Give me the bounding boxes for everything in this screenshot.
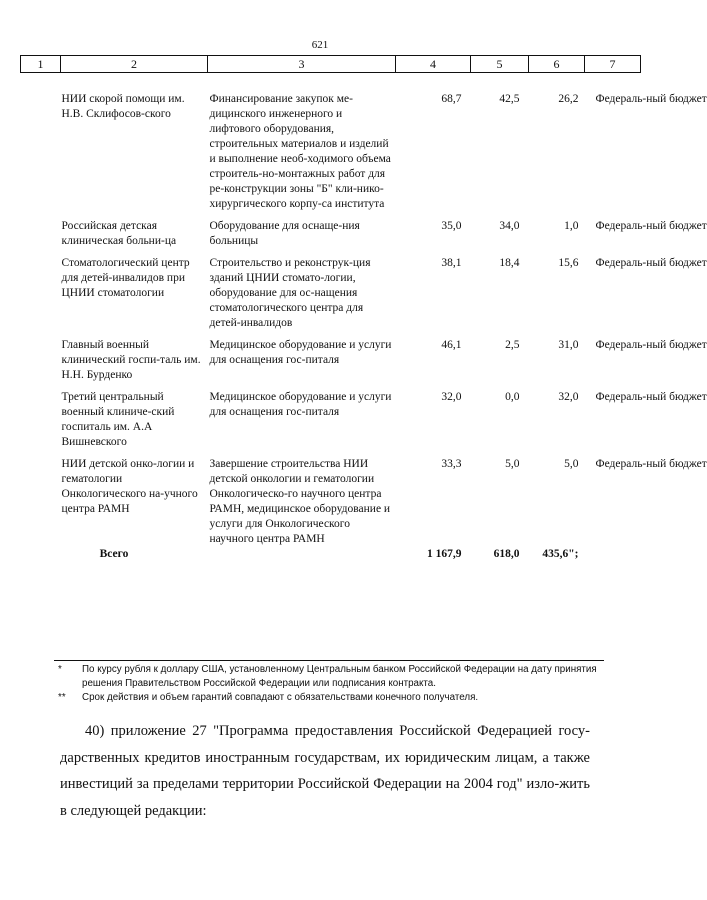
footnote-text: Срок действия и объем гарантий совпадают с обязательствами конечного получателя.: [82, 692, 479, 703]
value-col-5: 0,0: [505, 391, 520, 403]
footnote: [58, 691, 618, 705]
header-col-1: 1: [21, 56, 61, 73]
institution-name: Российская детская клиническая больни-ца: [61, 220, 177, 247]
guarantees-table: [20, 55, 707, 562]
table-row: [21, 390, 641, 457]
header-col-5: 5: [471, 56, 529, 73]
institution-name: Третий центральный военный клиниче-ский госпиталь им. А.А Вишневского: [61, 391, 175, 448]
header-col-4: 4: [396, 56, 471, 73]
total-col-6: 435,6";: [542, 548, 579, 560]
value-col-4: 32,0: [441, 391, 462, 403]
value-col-4: 68,7: [441, 93, 462, 105]
value-col-4: 38,1: [441, 257, 462, 269]
institution-name: НИИ детской онко-логии и гематологии Онкологического на-учного центра РАМН: [61, 458, 198, 515]
value-col-6: 26,2: [558, 93, 579, 105]
value-col-4: 35,0: [441, 220, 462, 232]
value-col-6: 31,0: [558, 339, 579, 351]
funding-source: Федераль-ный бюджет: [595, 458, 707, 470]
header-col-3: 3: [208, 56, 396, 73]
page-number: 621: [311, 39, 329, 51]
value-col-5: 18,4: [499, 257, 520, 269]
table-row: [21, 457, 641, 547]
header-col-7: 7: [585, 56, 641, 73]
body-text: [60, 718, 590, 824]
purpose-description: Финансирование закупок ме-дицинского инженерного и лифтового оборудования, строительных материалов и изделий и выполнение необ-ходимого объема строитель-но-монтажных работ для ре-конструкции зоны "Б" кли-нико-хирургического корпу-са института: [209, 93, 391, 210]
header-col-2: 2: [61, 56, 208, 73]
footnotes: [58, 663, 618, 705]
footnote-mark: **: [58, 692, 66, 703]
institution-name: Стоматологический центр для детей-инвалидов при ЦНИИ стоматологии: [61, 257, 190, 299]
table-row: [21, 219, 641, 256]
funding-source: Федераль-ный бюджет: [595, 339, 707, 351]
value-col-5: 34,0: [499, 220, 520, 232]
funding-source: Федераль-ный бюджет: [595, 220, 707, 232]
value-col-5: 5,0: [505, 458, 520, 470]
institution-name: НИИ скорой помощи им. Н.В. Склифосов-ского: [61, 93, 185, 120]
purpose-description: Оборудование для оснаще-ния больницы: [209, 220, 360, 247]
total-row: [21, 547, 641, 562]
table-row: [21, 338, 641, 390]
value-col-6: 32,0: [558, 391, 579, 403]
purpose-description: Медицинское оборудование и услуги для оснащения гос-питаля: [209, 339, 392, 366]
value-col-4: 33,3: [441, 458, 462, 470]
body-paragraph: 40) приложение 27 "Программа предоставления Российской Федерацией госу-дарственных кредитов иностранным государствам, их юридическим лицам, а также инвестиций за пределами территории Российской Федерации на 2004 год" изло-жить в следующей редакции:: [60, 723, 590, 819]
footnote: [58, 663, 618, 691]
table-row: [21, 256, 641, 338]
value-col-4: 46,1: [441, 339, 462, 351]
funding-source: Федераль-ный бюджет: [595, 257, 707, 269]
institution-name: Главный военный клинический госпи-таль им. Н.Н. Бурденко: [61, 339, 201, 381]
footnote-text: По курсу рубля к доллару США, установленному Центральным банком Российской Федерации на дату принятия решения Правительством Российской Федерации или подписания контракта.: [82, 664, 597, 689]
footnote-mark: *: [58, 664, 62, 675]
total-label: Всего: [99, 548, 129, 560]
value-col-5: 42,5: [499, 93, 520, 105]
header-col-6: 6: [529, 56, 585, 73]
total-col-4: 1 167,9: [427, 548, 462, 560]
value-col-6: 1,0: [564, 220, 579, 232]
value-col-6: 15,6: [558, 257, 579, 269]
purpose-description: Строительство и реконструк-ция зданий ЦНИИ стомато-логии, оборудование для ос-нащения стоматологического центра для детей-инвалидов: [209, 257, 371, 329]
value-col-6: 5,0: [564, 458, 579, 470]
purpose-description: Медицинское оборудование и услуги для оснащения гос-питаля: [209, 391, 392, 418]
footnote-divider: [54, 660, 604, 661]
funding-source: Федераль-ный бюджет: [595, 93, 707, 105]
purpose-description: Завершение строительства НИИ детской онкологии и гематологии Онкологическо-го научного центра РАМН, медицинское оборудование и услуги для Онкологического научного центра РАМН: [209, 458, 391, 545]
table-row: [21, 92, 641, 219]
header-row: [21, 56, 641, 73]
value-col-5: 2,5: [505, 339, 520, 351]
total-col-5: 618,0: [493, 548, 520, 560]
funding-source: Федераль-ный бюджет: [595, 391, 707, 403]
